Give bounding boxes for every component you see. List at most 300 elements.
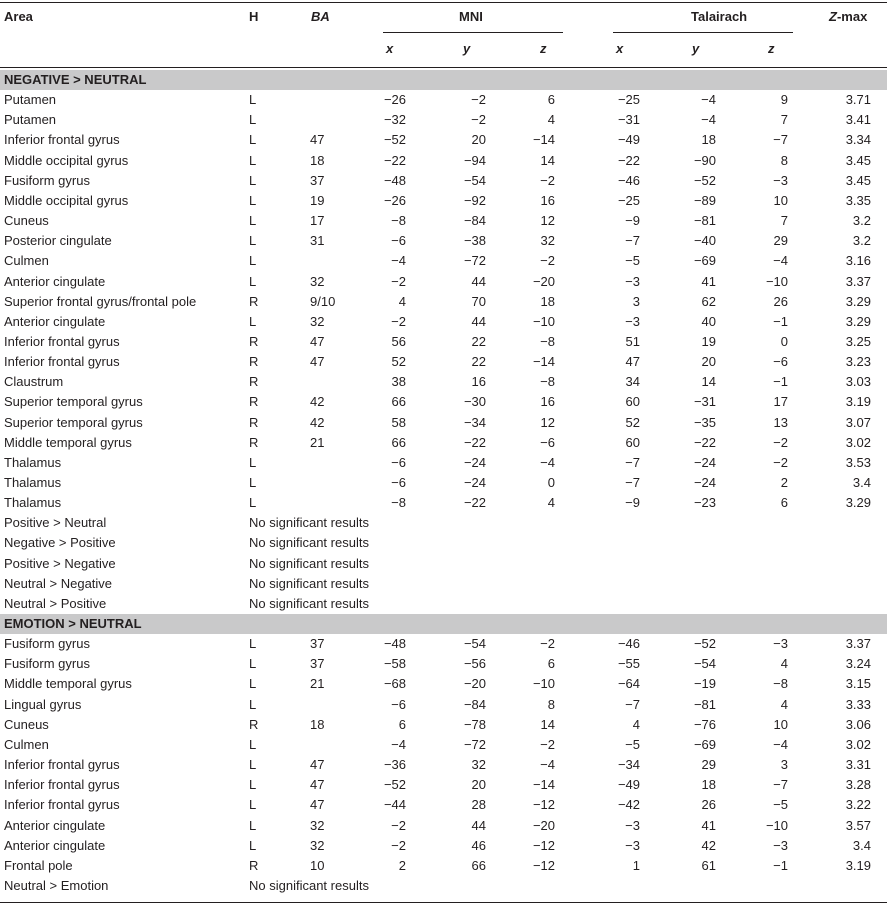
cell-mx: −2: [391, 818, 406, 833]
cell-area: Anterior cingulate: [4, 314, 106, 329]
cell-ty: −89: [693, 193, 716, 208]
cell-ty: 62: [701, 294, 716, 309]
cell-tz: −4: [773, 737, 788, 752]
cell-zmax: 3.2: [852, 213, 871, 228]
cell-ba: 37: [310, 173, 325, 188]
cell-zmax: 3.2: [852, 233, 871, 248]
cell-h: R: [249, 334, 259, 349]
cell-h: R: [249, 354, 259, 369]
table-row: [0, 332, 887, 352]
cell-zmax: 3.23: [845, 354, 871, 369]
cell-mz: −20: [532, 274, 555, 289]
cell-my: −84: [463, 213, 486, 228]
cell-h: L: [249, 636, 257, 651]
header-area: Area: [4, 9, 33, 24]
cell-my: −22: [463, 495, 486, 510]
header-hemisphere: H: [249, 9, 259, 24]
cell-h: R: [249, 374, 259, 389]
table-row: [0, 251, 887, 271]
cell-zmax: 3.29: [845, 314, 871, 329]
cell-my: 44: [471, 274, 486, 289]
table-row: [0, 856, 887, 876]
cell-ty: −23: [693, 495, 716, 510]
cell-ty: −76: [693, 717, 716, 732]
cell-tz: 26: [773, 294, 788, 309]
cell-mz: −2: [540, 737, 555, 752]
cell-tx: −3: [625, 818, 640, 833]
cell-tz: −8: [773, 676, 788, 691]
cell-h: L: [249, 818, 257, 833]
table-row: [0, 453, 887, 473]
cell-mx: −52: [383, 777, 406, 792]
cell-my: 66: [471, 858, 486, 873]
cell-ba: 47: [310, 354, 325, 369]
cell-my: −92: [463, 193, 486, 208]
cell-ba: 18: [310, 153, 325, 168]
cell-ty: −52: [693, 173, 716, 188]
cell-tz: −7: [773, 777, 788, 792]
table-row: [0, 191, 887, 211]
cell-ty: −40: [693, 233, 716, 248]
cell-mz: 12: [540, 213, 555, 228]
cell-tx: 52: [625, 415, 640, 430]
cell-mx: −26: [383, 92, 406, 107]
cell-tx: −7: [625, 697, 640, 712]
cell-tz: −6: [773, 354, 788, 369]
cell-tz: −1: [773, 314, 788, 329]
cell-zmax: 3.31: [845, 757, 871, 772]
cell-zmax: 3.33: [845, 697, 871, 712]
cell-area: Thalamus: [4, 455, 62, 470]
cell-area: Cuneus: [4, 717, 49, 732]
cell-my: 20: [471, 777, 486, 792]
cell-tx: −9: [625, 213, 640, 228]
section-header: [0, 70, 887, 90]
cell-ty: 18: [701, 777, 716, 792]
cell-tz: −10: [765, 818, 788, 833]
header-zmax: [829, 9, 867, 25]
cell-h: R: [249, 294, 259, 309]
table-row: [0, 372, 887, 392]
table-row: [0, 110, 887, 130]
cell-mz: 32: [540, 233, 555, 248]
cell-mz: −10: [532, 314, 555, 329]
cell-area: Neutral > Negative: [4, 576, 113, 591]
cell-tz: 9: [780, 92, 788, 107]
cell-my: −54: [463, 173, 486, 188]
section-header: [0, 614, 887, 634]
cell-ba: 10: [310, 858, 325, 873]
cell-tz: 29: [773, 233, 788, 248]
cell-h: L: [249, 92, 257, 107]
cell-my: −72: [463, 253, 486, 268]
cell-ty: 18: [701, 132, 716, 147]
cell-h: R: [249, 717, 259, 732]
cell-mz: −20: [532, 818, 555, 833]
cell-tx: 1: [632, 858, 640, 873]
cell-zmax: 3.28: [845, 777, 871, 792]
cell-zmax: 3.53: [845, 455, 871, 470]
cell-tx: −46: [617, 173, 640, 188]
cell-mz: −2: [540, 253, 555, 268]
cell-mx: −6: [391, 233, 406, 248]
table-row: [0, 795, 887, 815]
cell-area: Posterior cingulate: [4, 233, 112, 248]
table-row: [0, 775, 887, 795]
cell-tz: −1: [773, 858, 788, 873]
cell-my: −56: [463, 656, 486, 671]
cell-mz: −14: [532, 132, 555, 147]
cell-tx: −22: [617, 153, 640, 168]
cell-my: 70: [471, 294, 486, 309]
section-title: EMOTION > NEUTRAL: [4, 616, 142, 631]
cell-mz: 6: [547, 656, 555, 671]
cell-tz: 13: [773, 415, 788, 430]
cell-area: Fusiform gyrus: [4, 636, 90, 651]
cell-mx: −22: [383, 153, 406, 168]
cell-zmax: 3.25: [845, 334, 871, 349]
cell-tx: −49: [617, 777, 640, 792]
cell-area: Cuneus: [4, 213, 49, 228]
cell-mz: 12: [540, 415, 555, 430]
cell-mz: 4: [547, 495, 555, 510]
cell-my: −20: [463, 676, 486, 691]
cell-my: −94: [463, 153, 486, 168]
cell-tz: 10: [773, 717, 788, 732]
table-top-rule: [0, 2, 887, 3]
table-bottom-rule: [0, 902, 887, 903]
cell-mz: 16: [540, 394, 555, 409]
cell-tz: −3: [773, 173, 788, 188]
cell-area: Claustrum: [4, 374, 64, 389]
cell-ty: 14: [701, 374, 716, 389]
cell-ty: 20: [701, 354, 716, 369]
cell-area: Thalamus: [4, 475, 62, 490]
cell-zmax: 3.45: [845, 173, 871, 188]
cell-ty: 29: [701, 757, 716, 772]
cell-h: L: [249, 253, 257, 268]
cell-mx: −6: [391, 475, 406, 490]
cell-tx: −9: [625, 495, 640, 510]
cell-my: −2: [471, 112, 486, 127]
cell-area: Neutral > Positive: [4, 596, 107, 611]
cell-mz: −12: [532, 797, 555, 812]
cell-mx: −4: [391, 737, 406, 752]
cell-mx: 4: [398, 294, 406, 309]
cell-ty: −54: [693, 656, 716, 671]
table-row: [0, 352, 887, 372]
cell-mz: −14: [532, 777, 555, 792]
cell-h: R: [249, 435, 259, 450]
cell-h: L: [249, 233, 257, 248]
cell-ty: 40: [701, 314, 716, 329]
cell-my: −78: [463, 717, 486, 732]
cell-ty: 41: [701, 274, 716, 289]
cell-my: 16: [471, 374, 486, 389]
cell-area: Fusiform gyrus: [4, 656, 90, 671]
cell-tz: 0: [780, 334, 788, 349]
cell-my: −24: [463, 475, 486, 490]
cell-ty: −35: [693, 415, 716, 430]
cell-zmax: 3.4: [852, 475, 871, 490]
table-row: [0, 231, 887, 251]
cell-ty: −24: [693, 455, 716, 470]
cell-h: L: [249, 777, 257, 792]
cell-my: 22: [471, 334, 486, 349]
cell-my: −2: [471, 92, 486, 107]
cell-zmax: 3.45: [845, 153, 871, 168]
cell-ba: 9/10: [310, 294, 336, 309]
cell-mz: −10: [532, 676, 555, 691]
cell-ty: 41: [701, 818, 716, 833]
cell-mx: 2: [398, 858, 406, 873]
cell-tz: −5: [773, 797, 788, 812]
cell-zmax: 3.71: [845, 92, 871, 107]
cell-area: Fusiform gyrus: [4, 173, 90, 188]
section-title: NEGATIVE > NEUTRAL: [4, 72, 147, 87]
table-row: [0, 292, 887, 312]
cell-tx: −3: [625, 314, 640, 329]
cell-area: Anterior cingulate: [4, 818, 106, 833]
cell-mx: 66: [391, 435, 406, 450]
cell-h: L: [249, 274, 257, 289]
cell-zmax: 3.4: [852, 838, 871, 853]
cell-mz: −12: [532, 838, 555, 853]
cell-tx: −3: [625, 838, 640, 853]
cell-ba: 42: [310, 394, 325, 409]
header-mni-z: z: [540, 41, 547, 56]
cell-ba: 47: [310, 757, 325, 772]
table-row: [0, 634, 887, 654]
cell-mz: −4: [540, 455, 555, 470]
table-row: [0, 151, 887, 171]
cell-ba: 47: [310, 797, 325, 812]
cell-note: No significant results: [249, 576, 369, 591]
cell-mz: 14: [540, 153, 555, 168]
cell-mz: −8: [540, 334, 555, 349]
cell-zmax: 3.37: [845, 636, 871, 651]
table-row: [0, 130, 887, 150]
cell-area: Superior frontal gyrus/frontal pole: [4, 294, 197, 309]
cell-tx: −46: [617, 636, 640, 651]
cell-h: R: [249, 415, 259, 430]
cell-tx: −64: [617, 676, 640, 691]
cell-area: Inferior frontal gyrus: [4, 334, 120, 349]
cell-ba: 37: [310, 636, 325, 651]
cell-tz: 6: [780, 495, 788, 510]
cell-zmax: 3.29: [845, 495, 871, 510]
cell-ty: −4: [701, 112, 716, 127]
cell-tz: 4: [780, 656, 788, 671]
cell-ty: 61: [701, 858, 716, 873]
cell-ba: 32: [310, 838, 325, 853]
cell-area: Positive > Neutral: [4, 515, 107, 530]
cell-mx: −8: [391, 213, 406, 228]
cell-mx: −44: [383, 797, 406, 812]
cell-my: 32: [471, 757, 486, 772]
cell-mx: 58: [391, 415, 406, 430]
cell-tx: −5: [625, 253, 640, 268]
cell-ty: −69: [693, 737, 716, 752]
cell-mx: −6: [391, 697, 406, 712]
cell-mx: 56: [391, 334, 406, 349]
table-row: [0, 211, 887, 231]
cell-my: −22: [463, 435, 486, 450]
cell-area: Inferior frontal gyrus: [4, 354, 120, 369]
cell-ty: 42: [701, 838, 716, 853]
cell-ty: −52: [693, 636, 716, 651]
cell-my: −34: [463, 415, 486, 430]
cell-h: R: [249, 858, 259, 873]
cell-my: −30: [463, 394, 486, 409]
cell-h: L: [249, 193, 257, 208]
cell-ty: 26: [701, 797, 716, 812]
cell-tz: −1: [773, 374, 788, 389]
cell-mz: 14: [540, 717, 555, 732]
cell-tx: 3: [632, 294, 640, 309]
table-row: [0, 533, 887, 553]
table-row: [0, 392, 887, 412]
cell-area: Putamen: [4, 112, 57, 127]
cell-mz: 6: [547, 92, 555, 107]
cell-mx: −48: [383, 636, 406, 651]
table-row: [0, 574, 887, 594]
cell-note: No significant results: [249, 596, 369, 611]
table-row: [0, 554, 887, 574]
table-row: [0, 715, 887, 735]
cell-tx: −5: [625, 737, 640, 752]
cell-tx: 34: [625, 374, 640, 389]
cell-tx: −3: [625, 274, 640, 289]
cell-ty: −81: [693, 697, 716, 712]
cell-tz: −3: [773, 636, 788, 651]
cell-h: L: [249, 495, 257, 510]
cell-tx: −7: [625, 475, 640, 490]
table-row: [0, 272, 887, 292]
cell-zmax: 3.41: [845, 112, 871, 127]
cell-h: L: [249, 153, 257, 168]
cell-area: Inferior frontal gyrus: [4, 757, 120, 772]
cell-ba: 21: [310, 435, 325, 450]
cell-zmax: 3.22: [845, 797, 871, 812]
cell-ty: −19: [693, 676, 716, 691]
cell-note: No significant results: [249, 535, 369, 550]
cell-my: −84: [463, 697, 486, 712]
cell-note: No significant results: [249, 556, 369, 571]
cell-my: 44: [471, 818, 486, 833]
cell-tz: −7: [773, 132, 788, 147]
cell-h: L: [249, 676, 257, 691]
cell-area: Middle occipital gyrus: [4, 193, 129, 208]
cell-ty: −4: [701, 92, 716, 107]
cell-mz: 0: [547, 475, 555, 490]
header-mni-x: x: [386, 41, 394, 56]
table-row: [0, 594, 887, 614]
cell-ba: 32: [310, 818, 325, 833]
cell-h: L: [249, 697, 257, 712]
cell-tz: −10: [765, 274, 788, 289]
cell-ba: 42: [310, 415, 325, 430]
table-row: [0, 413, 887, 433]
cell-ba: 47: [310, 777, 325, 792]
cell-h: L: [249, 737, 257, 752]
cell-ty: −24: [693, 475, 716, 490]
cell-area: Anterior cingulate: [4, 838, 106, 853]
cell-area: Neutral > Emotion: [4, 878, 109, 893]
cell-tx: 51: [625, 334, 640, 349]
cell-h: L: [249, 112, 257, 127]
cell-tz: 10: [773, 193, 788, 208]
cell-tx: −31: [617, 112, 640, 127]
cell-my: 44: [471, 314, 486, 329]
cell-mx: −36: [383, 757, 406, 772]
cell-ba: 21: [310, 676, 325, 691]
cell-mz: −4: [540, 757, 555, 772]
cell-zmax: 3.29: [845, 294, 871, 309]
cell-area: Culmen: [4, 737, 49, 752]
cell-tz: −2: [773, 435, 788, 450]
cell-mz: −6: [540, 435, 555, 450]
cell-my: 20: [471, 132, 486, 147]
cell-ba: 31: [310, 233, 325, 248]
cell-zmax: 3.03: [845, 374, 871, 389]
cell-tx: −42: [617, 797, 640, 812]
cell-tx: 47: [625, 354, 640, 369]
cell-tz: −4: [773, 253, 788, 268]
cell-zmax: 3.06: [845, 717, 871, 732]
cell-zmax: 3.57: [845, 818, 871, 833]
cell-ba: 32: [310, 314, 325, 329]
cell-zmax: 3.02: [845, 737, 871, 752]
cell-mz: −14: [532, 354, 555, 369]
cell-ty: −22: [693, 435, 716, 450]
cell-mx: −8: [391, 495, 406, 510]
cell-ty: −31: [693, 394, 716, 409]
cell-mx: 6: [398, 717, 406, 732]
cell-my: 46: [471, 838, 486, 853]
cell-ba: 17: [310, 213, 325, 228]
cell-area: Culmen: [4, 253, 49, 268]
cell-h: L: [249, 475, 257, 490]
cell-tx: −49: [617, 132, 640, 147]
cell-ba: 37: [310, 656, 325, 671]
header-zmax-z: Z: [829, 9, 837, 24]
cell-mx: −2: [391, 314, 406, 329]
cell-zmax: 3.07: [845, 415, 871, 430]
cell-ba: 32: [310, 274, 325, 289]
cell-my: −54: [463, 636, 486, 651]
table-row: [0, 654, 887, 674]
cell-tx: −34: [617, 757, 640, 772]
cell-area: Anterior cingulate: [4, 274, 106, 289]
cell-ba: 19: [310, 193, 325, 208]
cell-h: L: [249, 455, 257, 470]
table-row: [0, 836, 887, 856]
cell-ty: −69: [693, 253, 716, 268]
cell-mx: −2: [391, 838, 406, 853]
table-row: [0, 473, 887, 493]
cell-mz: −2: [540, 636, 555, 651]
cell-mz: 16: [540, 193, 555, 208]
cell-h: L: [249, 656, 257, 671]
cell-area: Positive > Negative: [4, 556, 116, 571]
cell-mx: −68: [383, 676, 406, 691]
cell-h: L: [249, 132, 257, 147]
cell-note: No significant results: [249, 515, 369, 530]
cell-tz: 3: [780, 757, 788, 772]
cell-mz: 8: [547, 697, 555, 712]
cell-h: R: [249, 394, 259, 409]
